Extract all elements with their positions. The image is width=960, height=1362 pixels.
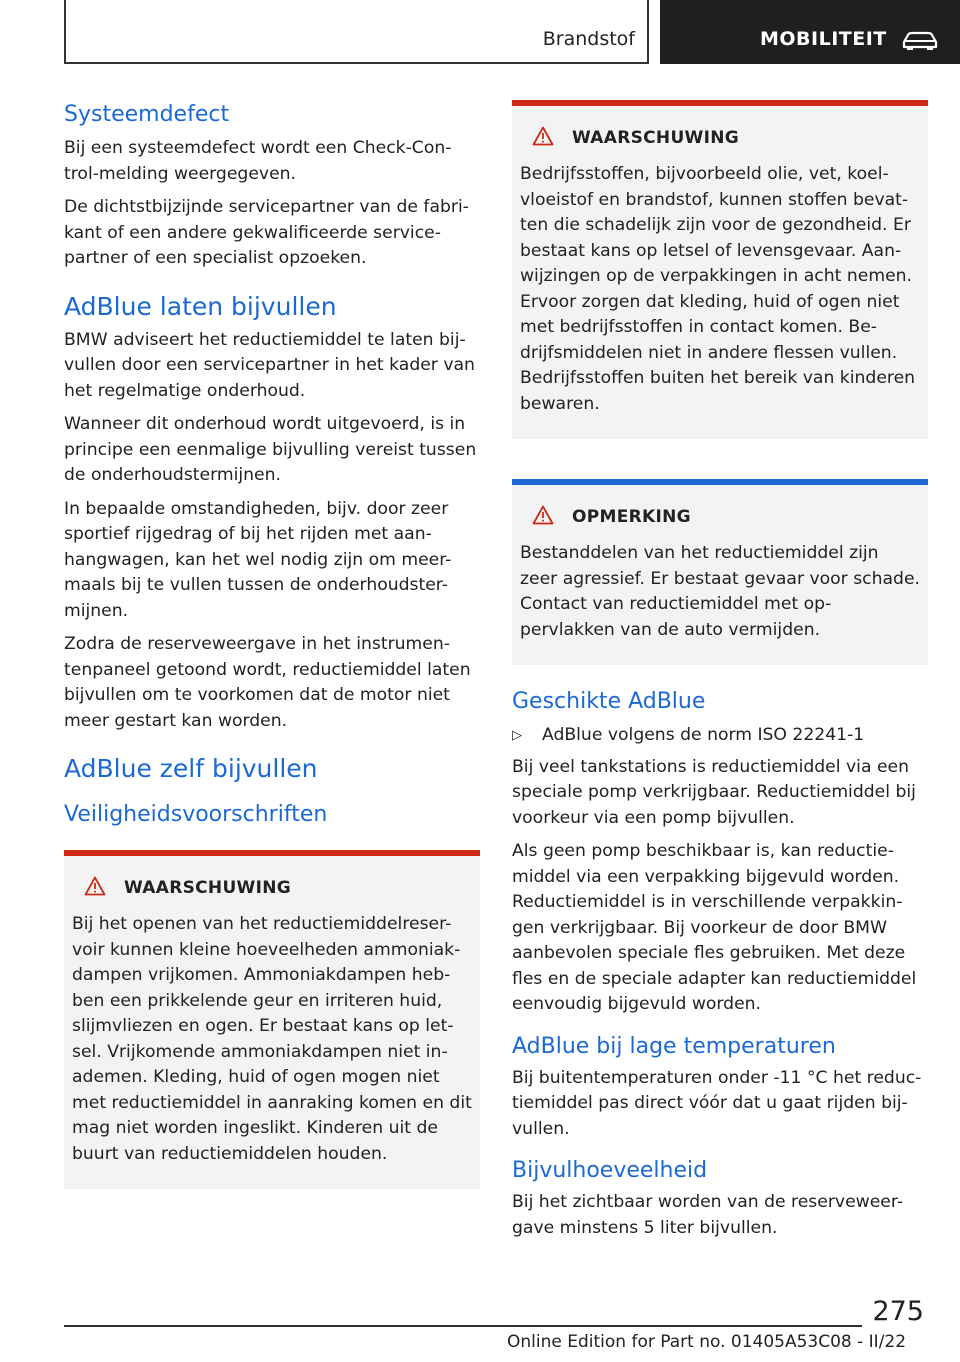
- notice-text: Bestanddelen van het reductiemiddel zijn zeer agressief. Er bestaat gevaar voor schade. Contact van reductiemiddel met op-pervlakken van de auto vermijden.: [520, 543, 920, 640]
- heading-geschikte-adblue: Geschikte AdBlue: [512, 689, 706, 714]
- car-icon: [900, 28, 940, 56]
- paragraph: Bij veel tankstations is reductiemiddel via een speciale pomp verkrijgbaar. Reductiemiddel bij voorkeur via een pomp bijvullen.: [512, 756, 916, 828]
- heading-adblue-lage-temperaturen: AdBlue bij lage temperaturen: [512, 1033, 836, 1059]
- footer-divider: [64, 1325, 862, 1327]
- notice-box: [512, 479, 928, 665]
- triangle-bullet-icon: ▷: [512, 728, 522, 743]
- paragraph: In bepaalde omstandigheden, bijv. door zeer sportief rijgedrag of bij het rijden met aan-hangwagen, kan het wel nodig zijn om meer-maals bij te vullen tussen de onderhoudster-mijnen.: [64, 498, 452, 621]
- chapter-title: MOBILITEIT: [760, 28, 887, 50]
- paragraph: Bij een systeemdefect wordt een Check-Con-trol-melding weergegeven.: [64, 138, 452, 184]
- heading-adblue-zelf-bijvullen: AdBlue zelf bijvullen: [64, 754, 318, 783]
- heading-bijvulhoeveelheid: Bijvulhoeveelheid: [512, 1158, 708, 1183]
- warning-title: WAARSCHUWING: [124, 878, 292, 898]
- left-column: [64, 100, 480, 1189]
- paragraph: Bij buitentemperaturen onder -11 °C het reduc-tiemiddel pas direct vóór dat u gaat rijden bij-vullen.: [512, 1067, 922, 1139]
- notice-title: OPMERKING: [572, 507, 691, 527]
- list-item: [512, 723, 928, 749]
- warning-box: [512, 100, 928, 439]
- header-section-tab: [64, 0, 649, 64]
- list-item-text: AdBlue volgens de norm ISO 22241-1: [542, 725, 865, 745]
- heading-systeemdefect: Systeemdefect: [64, 102, 230, 127]
- warning-triangle-icon: [532, 505, 554, 529]
- warning-title: WAARSCHUWING: [572, 128, 740, 148]
- warning-triangle-icon: [84, 876, 106, 900]
- heading-adblue-laten-bijvullen: AdBlue laten bijvullen: [64, 291, 337, 321]
- right-column: [512, 100, 928, 1249]
- warning-text: Bij het openen van het reductiemiddelreser-voir kunnen kleine hoeveelheden ammoniak-dampen vrijkomen. Ammoniakdampen heb-ben een prikkelende geur en irriteren huid, slijmvliezen en ogen. Er bestaat kans op let-sel. Vrijkomende ammoniakdampen niet in-ademen. Kleding, huid of ogen mogen niet met reductiemiddel in aanraking komen en dit mag niet worden ingeslikt. Kinderen uit de buurt van reductiemiddelen houden.: [72, 914, 472, 1164]
- paragraph: Als geen pomp beschikbaar is, kan reductie-middel via een verpakking bijgevuld worden. Reductiemiddel is in verschillende verpakkin-gen verkrijgbaar. Bij voorkeur de door BMW aanbevolen speciale fles gebruiken. Met deze fles en de speciale adapter kan reductiemiddel eenvoudig bijgevuld worden.: [512, 841, 917, 1014]
- paragraph: Wanneer dit onderhoud wordt uitgevoerd, is in principe een eenmalige bijvulling vereist tussen de onderhoudstermijnen.: [64, 414, 477, 485]
- edition-note: Online Edition for Part no. 01405A53C08 - II/22: [507, 1332, 907, 1352]
- subheading-veiligheidsvoorschriften: Veiligheidsvoorschriften: [64, 802, 328, 827]
- warning-text: Bedrijfsstoffen, bijvoorbeeld olie, vet, koel-vloeistof en brandstof, kunnen stoffen bevat-ten die schadelijk zijn voor de gezondheid. Er bestaat kans op letsel of levensgevaar. Aan-wijzingen op de verpakkingen in acht nemen. Ervoor zorgen dat kleding, huid of ogen niet met bedrijfsstoffen in contact komen. Be-drijfsmiddelen niet in andere flessen vullen. Bedrijfsstoffen buiten het bereik van kinderen bewaren.: [520, 164, 916, 414]
- header-chapter-tab: [660, 0, 960, 64]
- paragraph: BMW adviseert het reductiemiddel te laten bij-vullen door een servicepartner in het kader van het regelmatige onderhoud.: [64, 329, 475, 401]
- warning-triangle-icon: [532, 126, 554, 150]
- paragraph: De dichtstbijzijnde servicepartner van de fabri-kant of een andere gekwalificeerde service-partner of een specialist opzoeken.: [64, 197, 469, 268]
- paragraph: Zodra de reserveweergave in het instrumen-tenpaneel getoond wordt, reductiemiddel laten bijvullen om te voorkomen dat de motor niet meer gestart kan worden.: [64, 634, 471, 731]
- paragraph: Bij het zichtbaar worden van de reserveweer-gave minstens 5 liter bijvullen.: [512, 1192, 904, 1238]
- section-title: Brandstof: [542, 28, 635, 50]
- warning-box: [64, 850, 480, 1189]
- page-number: 275: [872, 1296, 924, 1327]
